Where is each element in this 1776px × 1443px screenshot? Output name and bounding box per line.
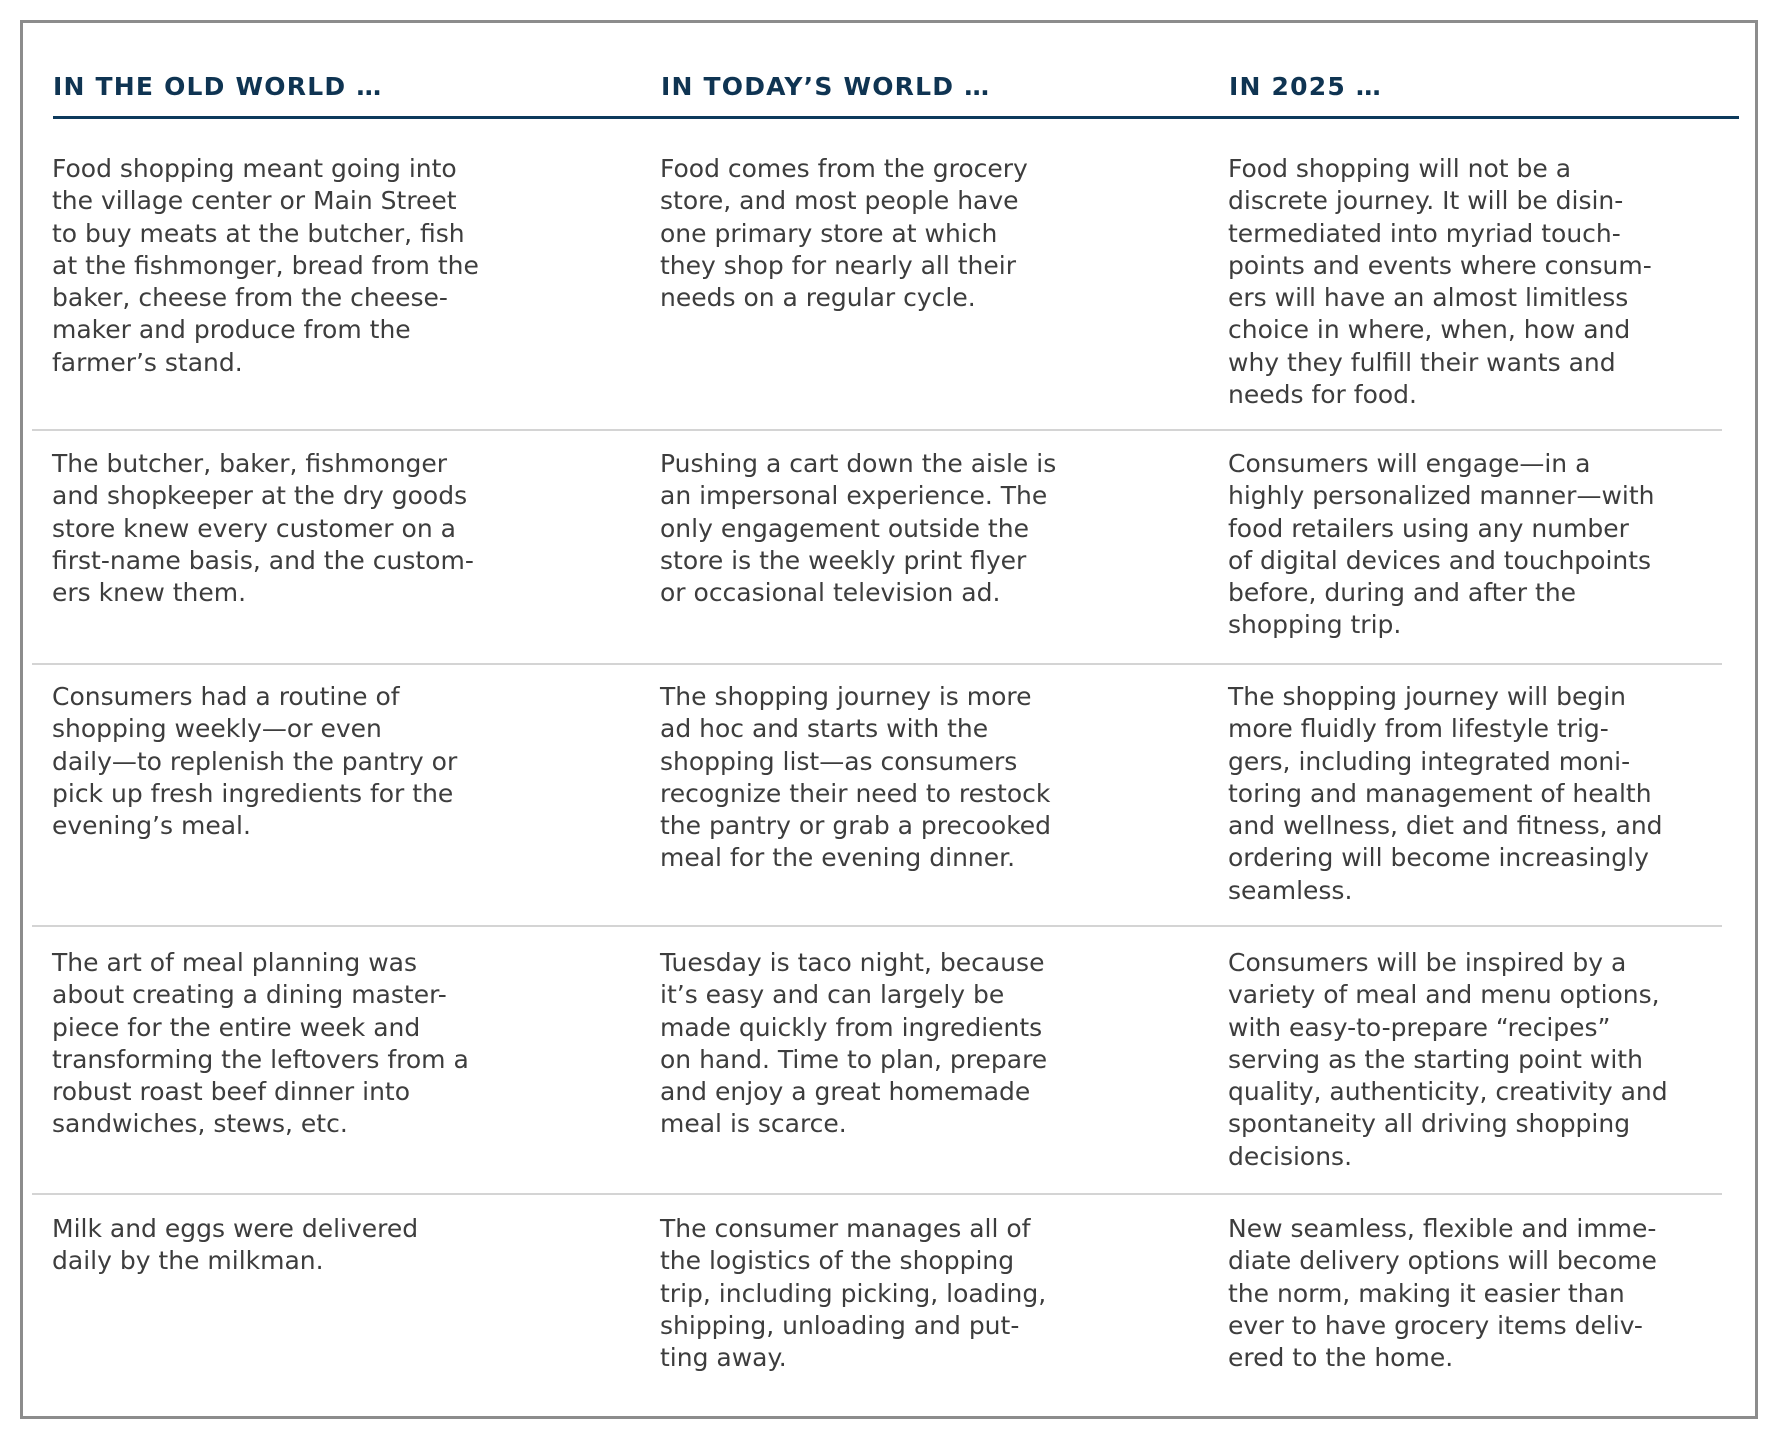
cell-old-world: Milk and eggs were delivered daily by the milkman.: [52, 1214, 419, 1276]
cell-2025: Consumers will be inspired by a variety of meal and menu options, with easy-to-prepare “recipes” serving as the starting point with quality, authenticity, creativity and spontaneity all driving shopping decisions.: [1228, 948, 1668, 1171]
cell-todays-world: Food comes from the grocery store, and most people have one primary store at which they shop for nearly all their needs on a regular cycle.: [660, 154, 1028, 313]
table-header: [53, 72, 1739, 119]
cell-todays-world: Pushing a cart down the aisle is an impersonal experience. The only engagement outside the store is the weekly print flyer or occasional television ad.: [660, 449, 1057, 608]
table-row: [32, 947, 1722, 1195]
cell-old-world: The art of meal planning was about creating a dining master- piece for the entire week and transforming the leftovers from a robust roast beef dinner into sandwiches, stews, etc.: [52, 948, 469, 1139]
table-row: [32, 448, 1722, 665]
cell-2025: New seamless, flexible and imme- diate delivery options will become the norm, making it easier than ever to have grocery items deliv- ered to the home.: [1228, 1214, 1657, 1373]
cell-old-world: Food shopping meant going into the village center or Main Street to buy meats at the butcher, fish at the fishmonger, bread from the baker, cheese from the cheese- maker and produce from the farmer’s stand.: [52, 154, 479, 377]
header-old-world: IN THE OLD WORLD …: [53, 72, 383, 101]
table-row: [32, 153, 1722, 431]
table-row: [32, 681, 1722, 927]
cell-2025: Food shopping will not be a discrete journey. It will be disin- termediated into myriad touch- points and events where consum- ers will have an almost limitless choice in where, when, how and why they fulfill their wants and needs for food.: [1228, 154, 1652, 410]
cell-todays-world: The consumer manages all of the logistics of the shopping trip, including picking, loading, shipping, unloading and put- ting away.: [660, 1214, 1047, 1373]
header-todays-world: IN TODAY’S WORLD …: [661, 72, 991, 101]
cell-2025: Consumers will engage—in a highly personalized manner—with food retailers using any number of digital devices and touchpoints before, during and after the shopping trip.: [1228, 449, 1655, 640]
cell-todays-world: Tuesday is taco night, because it’s easy and can largely be made quickly from ingredients on hand. Time to plan, prepare and enjoy a great homemade meal is scarce.: [660, 948, 1048, 1139]
cell-todays-world: The shopping journey is more ad hoc and starts with the shopping list—as consumers recognize their need to restock the pantry or grab a precooked meal for the evening dinner.: [660, 682, 1052, 873]
header-2025: IN 2025 …: [1229, 72, 1383, 101]
cell-old-world: Consumers had a routine of shopping weekly—or even daily—to replenish the pantry or pick up fresh ingredients for the evening’s meal.: [52, 682, 458, 841]
table-row: [32, 1213, 1722, 1393]
cell-2025: The shopping journey will begin more fluidly from lifestyle trig- gers, including integrated moni- toring and management of health and wellness, diet and fitness, and ordering will become increasingly seamless.: [1228, 682, 1663, 905]
cell-old-world: The butcher, baker, fishmonger and shopkeeper at the dry goods store knew every customer on a first-name basis, and the custom- ers knew them.: [52, 449, 474, 608]
